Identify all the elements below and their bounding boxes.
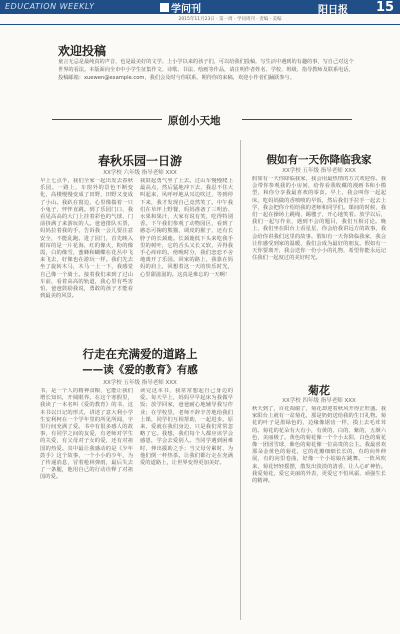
section-rule-left [52, 119, 162, 120]
section-label: 学问刊 [171, 3, 201, 15]
square-icon [160, 3, 169, 12]
article-body: 假如有一天你降临我家，我会用最热情的方式欢迎你。我会带你参观我的小房间，给你看我收藏的漫画书和小模型，和你分享我最喜欢的零食。早上，我会叫你一起起床，吃妈妈做的香喷喷的早饭，然后我们手拉手一起去上学，我会把你介绍给我的老师和同学们。课间的时候，我们一起在操场上跳绳、踢毽子，开心地笑着。放学以后，我们一起写作业，遇到不会的题目，我们互相讨论。晚上，我们坐在阳台上看星星，你会给我讲远方的故事，我会给你讲我们这里的故事。假如有一天你降临我家，我会让你感受到家的温暖，我们会成为最好的朋友。假如有一天你要离开，我会送你一份小小的礼物，希望你能永远记住我们一起度过的美好时光。 [252, 176, 386, 262]
page-header [0, 0, 400, 14]
header-rule [0, 24, 400, 25]
article-title: 行走在充满爱的道路上 [82, 347, 198, 361]
article-body-col2: 读完这本书，我常常想起自己身边的爱。每天早上，妈妈早早起床为我做早饭；放学回家，爸爸耐心地辅导我写作业；在学校里，老师不辞辛苦地给我们上课，同学们互相帮助，一起进步。原来，爱就在我们身边，只是我们常常忽略了它。我想，我们每个人都应该学会感恩，学会去爱别人。当同学遇到困难时，伸出援助之手；当父母劳累时，为他们倒一杯热茶。让我们都行走在充满爱的道路上，让世界变得更加美好。 [140, 388, 233, 467]
article-body-col1: 书，是一个人的精神食粮，它能让我们增长知识，开阔眼界。在这个寒假里，我读了一本名叫《爱的教育》的书，这本书以日记的形式，讲述了意大利小学生安利柯在一个学年里的所见所闻，字里行间充满了爱。书中有很多感人的故事，有同学之间的友爱，有老师对学生的关爱，有父母对子女的爱，还有对祖国的热爱。其中最让我感动的是《少年鼓手》这个故事，一个小小的少年，为了传递消息，冒着枪林弹雨，最后失去了一条腿，他用自己的行动诠释了对祖国的爱。 [40, 388, 133, 481]
notice-title: 欢迎投稿 [58, 44, 107, 58]
article-subtitle: ——读《爱的教育》有感 [82, 364, 198, 376]
header-left-label: EDUCATION WEEKLY [5, 2, 95, 11]
article-body-col2: 我鼓起勇气坐了上去。过山车慢慢爬上最高点，然后猛地冲下去，我忍不住大叫起来，风呼呼地从耳边吹过，等到停下来，我才发现自己竟然笑了。中午我们在草坪上野餐，妈妈准备了三明治、水果和果汁，大家有说有笑，吃得特别香。下午我们参观了动物园区，看到了憨态可掬的熊猫，调皮的猴子，还有长脖子的长颈鹿。长颈鹿低下头来吃我手里的树叶，它的舌头又长又软，弄得我手心痒痒的。傍晚时分，我们恋恋不舍地离开了乐园。回家的路上，我靠在妈妈的肩上，回想着这一天的快乐时光，心里甜滋滋的。这真是难忘的一天啊！ [140, 178, 233, 278]
article-byline: XX学校 五年级 指导老师 XXX [282, 168, 356, 174]
article-title: 春秋乐园一日游 [97, 154, 182, 168]
paper-logo: 阳日报 [318, 5, 348, 16]
issue-date: 2015年11月23日 · 第一周 · 学问周刊 · 责编 · 美编 [178, 17, 282, 22]
section-title: 原创小天地 [168, 115, 221, 127]
article-body-col1: 早上七点半，我们全家一起出发去春秋乐园。一路上，车窗外的景色不断变化，高楼慢慢变成了田野，田野又变成了小山。我趴在窗边，心里像揣着一只小兔子，怦怦直跳。到了乐园门口，我看见高高的大门上挂着彩色的气球，门前挤满了来游玩的人。爸爸排队买票，妈妈拉着我的手，告诉我一会儿要注意安全，不能乱跑。进了园门，首先映入眼帘的是一片花海，红的像火，粉的像霞，白的像雪，蜜蜂和蝴蝶在花丛中飞来飞去，好像也在游玩一样。我们先去坐了旋转木马，木马一上一下，我感觉自己像一个骑士。接着我们来到了过山车前，看着高高的轨道，我心里有些害怕，爸爸鼓励我说，勇敢的孩子才能看到最美的风景。 [40, 178, 133, 300]
article-title: 菊花 [308, 384, 330, 397]
article-byline: XX学校 五年级 指导老师 XXX [103, 380, 177, 386]
page-number: 15 [376, 0, 395, 15]
article-byline: XX学校 六年级 指导老师 XXX [103, 170, 177, 176]
column-divider [240, 140, 241, 620]
article-byline: XX学校 四年级 指导老师 XXX [282, 398, 356, 404]
section-badge [160, 0, 201, 14]
article-title: 假如有一天你降临我家 [266, 154, 372, 166]
section-header [0, 112, 400, 128]
article-body: 秋天到了，百花凋谢了，菊花却迎着秋风开得正旺盛。我家阳台上就有一盆菊花，那是奶奶送给我的生日礼物。菊花的叶子是墨绿色的，边缘像锯齿一样，摸上去毛茸茸的。菊花的花朵有大有小，有黄的、白的、紫的，五颜六色，美丽极了。黄色的菊花像一个个小太阳，白色的菊花像一团团雪球，紫色的菊花像一位高贵的公主。我最喜欢那朵金黄色的菊花，它的花瓣细细长长的，有的向外伸展，有的向里卷曲，好像一个小姑娘在跳舞。一阵风吹来，菊花轻轻摇摆，散发出淡淡的清香，让人心旷神怡。我爱菊花，爱它美丽的外表，更爱它不怕风霜、顽强生长的精神。 [252, 406, 386, 485]
notice-text: 童言无忌是最纯真的声音，也是最美好的文学。上小学以来的孩子们，可以给我们投稿，写生活中遇到的有趣的事，写自己对这个世界的看法。本版面向全市中小学生征集作文、诗歌、书法、绘画等作品，请注明作者姓名、学校、班级、指导教师及联系电话。投稿邮箱：xuewen@example.com，我们会及时与你联系。期待你的来稿，欢迎小作者们踊跃参与。 [58, 59, 354, 81]
section-rule-right [242, 119, 352, 120]
